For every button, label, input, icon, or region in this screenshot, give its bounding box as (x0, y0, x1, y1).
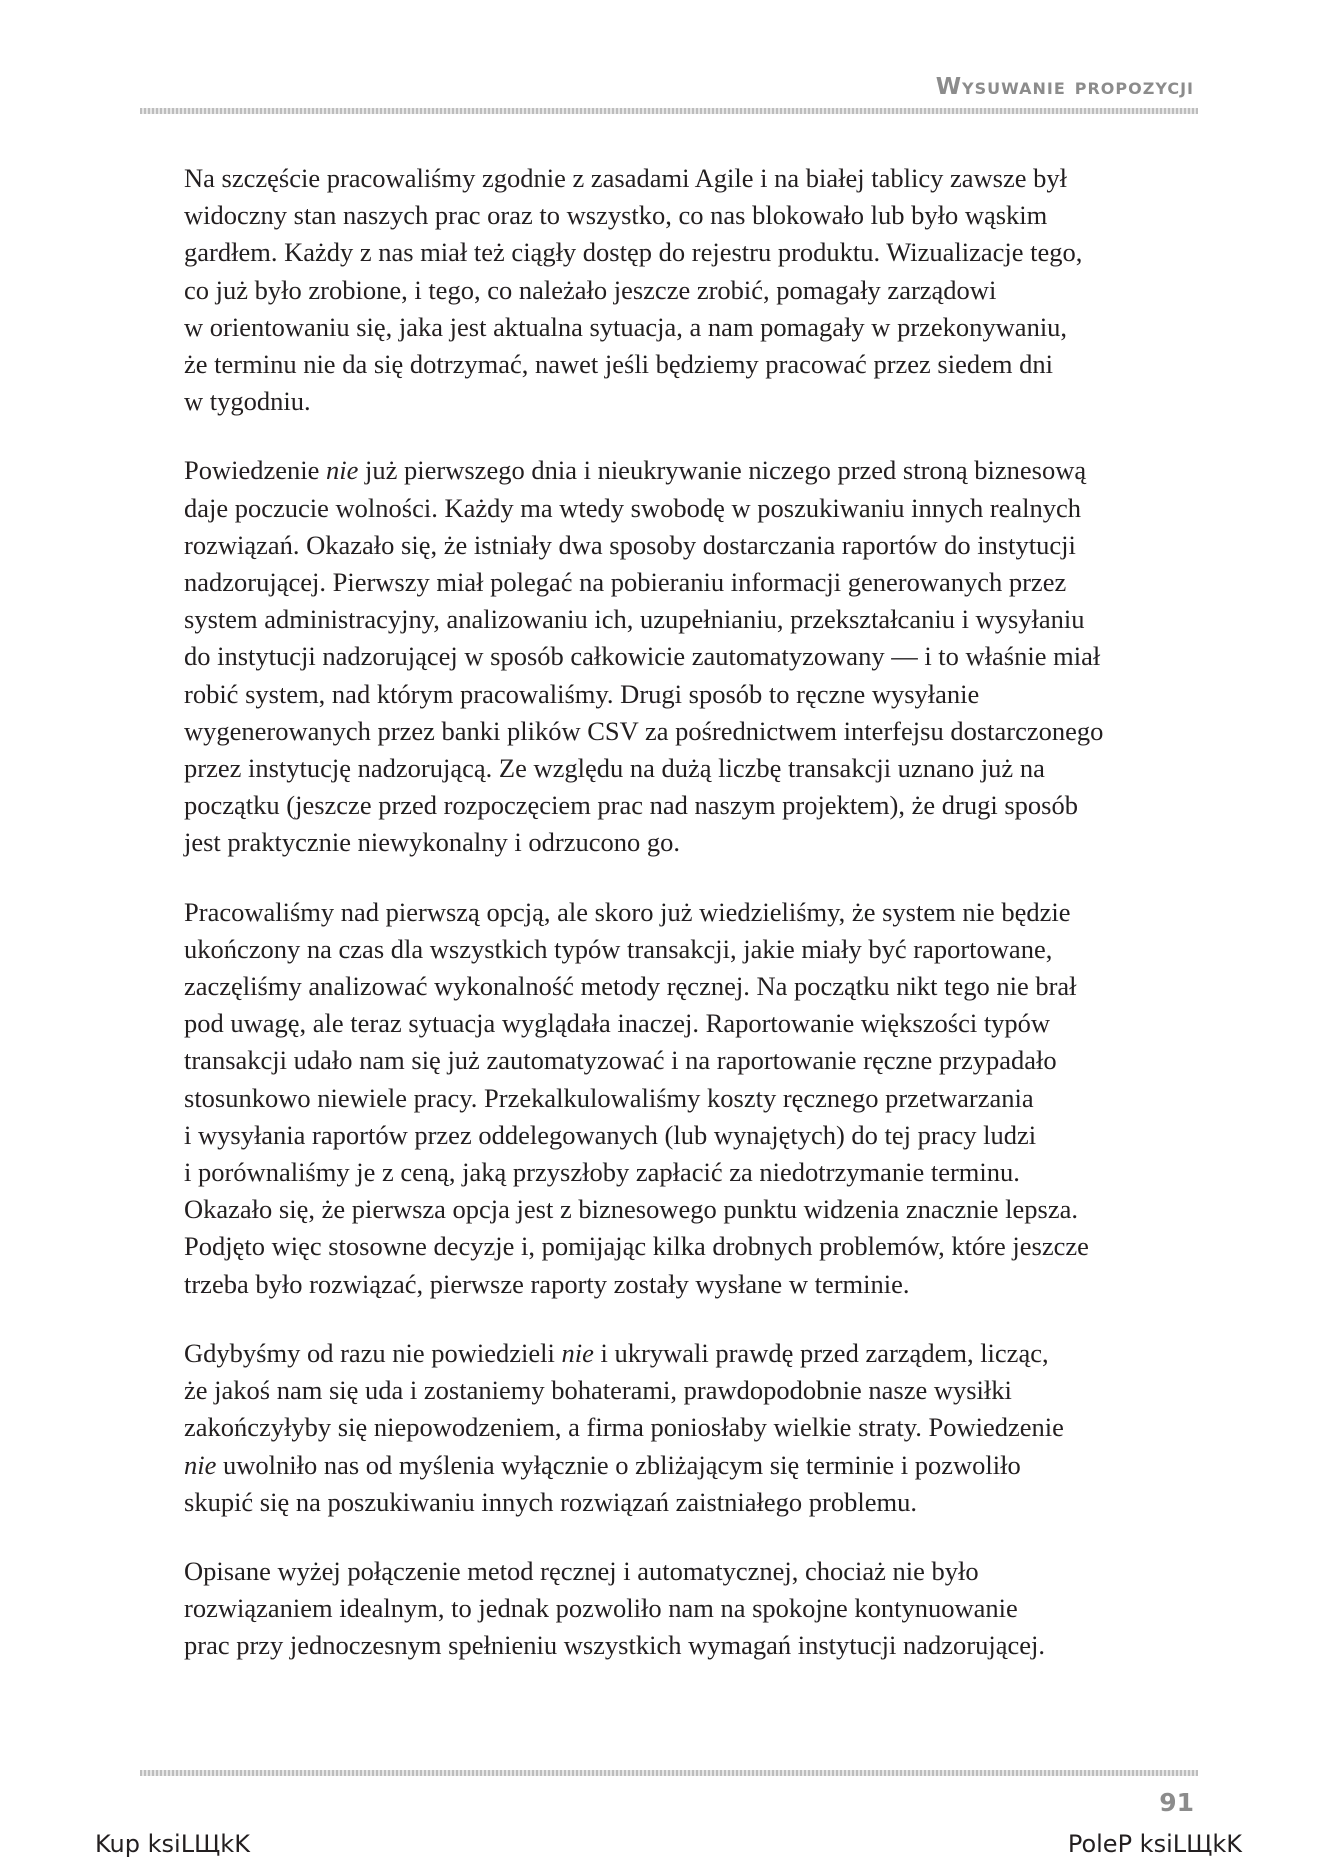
text-line (184, 713, 1184, 750)
text-line (184, 383, 1184, 420)
text-line (184, 787, 1184, 824)
text-line (184, 272, 1184, 309)
page-number: 91 (1159, 1788, 1194, 1817)
paragraph (184, 894, 1184, 1303)
text-line (184, 601, 1184, 638)
text-run: że terminu nie da się dotrzymać, nawet jeśli będziemy pracować przez siedem dni (184, 349, 1053, 380)
text-run: wygenerowanych przez banki plików CSV za pośrednictwem interfejsu dostarczonego (184, 715, 1104, 746)
text-run: ukończony na czas dla wszystkich typów transakcji, jakie miały być raportowane, (184, 933, 1053, 964)
text-run: zakończyłyby się niepowodzeniem, a firma poniosłaby wielkie straty. Powiedzenie (184, 1412, 1064, 1443)
recommend-book-link[interactable]: PoleP ksiLЩkK (1067, 1830, 1242, 1858)
text-run: jest praktycznie niewykonalny i odrzucono go. (184, 827, 680, 858)
text-run: przez instytucję nadzorującą. Ze względu na dużą liczbę transakcji uznano już na (184, 753, 1045, 784)
text-line (184, 931, 1184, 968)
text-run: Opisane wyżej połączenie metod ręcznej i automatycznej, chociaż nie było (184, 1555, 979, 1586)
text-run: system administracyjny, analizowaniu ich, uzupełnianiu, przekształcaniu i wysyłaniu (184, 604, 1085, 635)
text-line (184, 160, 1184, 197)
text-run: skupić się na poszukiwaniu innych rozwiązań zaistniałego problemu. (184, 1486, 917, 1517)
text-line (184, 1080, 1184, 1117)
text-run: prac przy jednoczesnym spełnieniu wszystkich wymagań instytucji nadzorującej. (184, 1630, 1045, 1661)
text-run: i wysyłania raportów przez oddelegowanych (lub wynajętych) do tej pracy ludzi (184, 1119, 1037, 1150)
paragraph (184, 1335, 1184, 1521)
text-line (184, 676, 1184, 713)
text-line (184, 1409, 1184, 1446)
text-run: początku (jeszcze przed rozpoczęciem prac nad naszym projektem), że drugi sposób (184, 790, 1078, 821)
footer-rule (140, 1770, 1198, 1776)
text-line (184, 894, 1184, 931)
emphasis: nie (184, 1449, 217, 1480)
text-line (184, 824, 1184, 861)
text-run: pod uwagę, ale teraz sytuacja wyglądała inaczej. Raportowanie większości typów (184, 1008, 1051, 1039)
text-run: robić system, nad którym pracowaliśmy. Drugi sposób to ręczne wysyłanie (184, 678, 980, 709)
text-run: Na szczęście pracowaliśmy zgodnie z zasadami Agile i na białej tablicy zawsze był (184, 163, 1067, 193)
text-run: Powiedzenie (184, 455, 327, 486)
text-run: zaczęliśmy analizować wykonalność metody ręcznej. Na początku nikt tego nie brał (184, 971, 1077, 1002)
text-line (184, 1228, 1184, 1265)
body-text (184, 160, 1184, 1697)
text-line (184, 452, 1184, 489)
text-line (184, 1154, 1184, 1191)
text-run: Podjęto więc stosowne decyzje i, pomijając kilka drobnych problemów, które jeszcze (184, 1231, 1089, 1262)
text-line (184, 564, 1184, 601)
text-run: do instytucji nadzorującej w sposób całkowicie zautomatyzowany — i to właśnie miał (184, 641, 1101, 672)
text-run: w orientowaniu się, jaka jest aktualna sytuacja, a nam pomagały w przekonywaniu, (184, 311, 1068, 342)
text-line (184, 1005, 1184, 1042)
text-line (184, 968, 1184, 1005)
text-line (184, 346, 1184, 383)
text-run: Okazało się, że pierwsza opcja jest z biznesowego punktu widzenia znacznie lepsza. (184, 1194, 1078, 1225)
text-run: uwolniło nas od myślenia wyłącznie o zbliżającym się terminie i pozwoliło (216, 1449, 1021, 1480)
text-line (184, 1266, 1184, 1303)
text-run: daje poczucie wolności. Każdy ma wtedy swobodę w poszukiwaniu innych realnych (184, 492, 1082, 523)
buy-book-link[interactable]: Kup ksiLЩkK (95, 1830, 250, 1858)
emphasis: nie (326, 455, 359, 486)
text-line (184, 1335, 1184, 1372)
text-run: że jakoś nam się uda i zostaniemy bohaterami, prawdopodobnie nasze wysiłki (184, 1375, 1012, 1406)
text-line (184, 1191, 1184, 1228)
text-line (184, 197, 1184, 234)
text-line (184, 1447, 1184, 1484)
text-run: rozwiązań. Okazało się, że istniały dwa sposoby dostarczania raportów do instytucji (184, 529, 1076, 560)
paragraph (184, 160, 1184, 420)
paragraph (184, 1553, 1184, 1665)
text-line (184, 1117, 1184, 1154)
text-run: i ukrywali prawdę przed zarządem, licząc, (593, 1337, 1049, 1368)
text-run: widoczny stan naszych prac oraz to wszystko, co nas blokowało lub było wąskim (184, 200, 1048, 231)
emphasis: nie (561, 1337, 594, 1368)
text-line (184, 1484, 1184, 1521)
text-run: stosunkowo niewiele pracy. Przekalkulowaliśmy koszty ręcznego przetwarzania (184, 1082, 1034, 1113)
text-line (184, 1372, 1184, 1409)
text-line (184, 1590, 1184, 1627)
running-head: Wysuwanie propozycji (935, 74, 1194, 100)
text-run: w tygodniu. (184, 386, 311, 417)
text-run: gardłem. Każdy z nas miał też ciągły dostęp do rejestru produktu. Wizualizacje tego, (184, 237, 1083, 268)
text-run: już pierwszego dnia i nieukrywanie niczego przed stroną biznesową (358, 455, 1087, 486)
text-run: trzeba było rozwiązać, pierwsze raporty zostały wysłane w terminie. (184, 1268, 910, 1299)
paragraph (184, 452, 1184, 861)
header-rule (140, 108, 1198, 114)
text-line (184, 1042, 1184, 1079)
text-line (184, 1627, 1184, 1664)
text-run: transakcji udało nam się już zautomatyzować i na raportowanie ręczne przypadało (184, 1045, 1057, 1076)
text-line (184, 490, 1184, 527)
text-line (184, 1553, 1184, 1590)
text-run: Pracowaliśmy nad pierwszą opcją, ale skoro już wiedzieliśmy, że system nie będzie (184, 896, 1071, 927)
text-run: nadzorującej. Pierwszy miał polegać na pobieraniu informacji generowanych przez (184, 567, 1067, 598)
text-line (184, 750, 1184, 787)
text-line (184, 527, 1184, 564)
text-line (184, 234, 1184, 271)
text-line (184, 309, 1184, 346)
text-run: rozwiązaniem idealnym, to jednak pozwoliło nam na spokojne kontynuowanie (184, 1593, 1018, 1624)
text-run: Gdybyśmy od razu nie powiedzieli (184, 1337, 562, 1368)
text-run: i porównaliśmy je z ceną, jaką przyszłoby zapłacić za niedotrzymanie terminu. (184, 1157, 1020, 1188)
text-line (184, 638, 1184, 675)
text-run: co już było zrobione, i tego, co należało jeszcze zrobić, pomagały zarządowi (184, 274, 997, 305)
